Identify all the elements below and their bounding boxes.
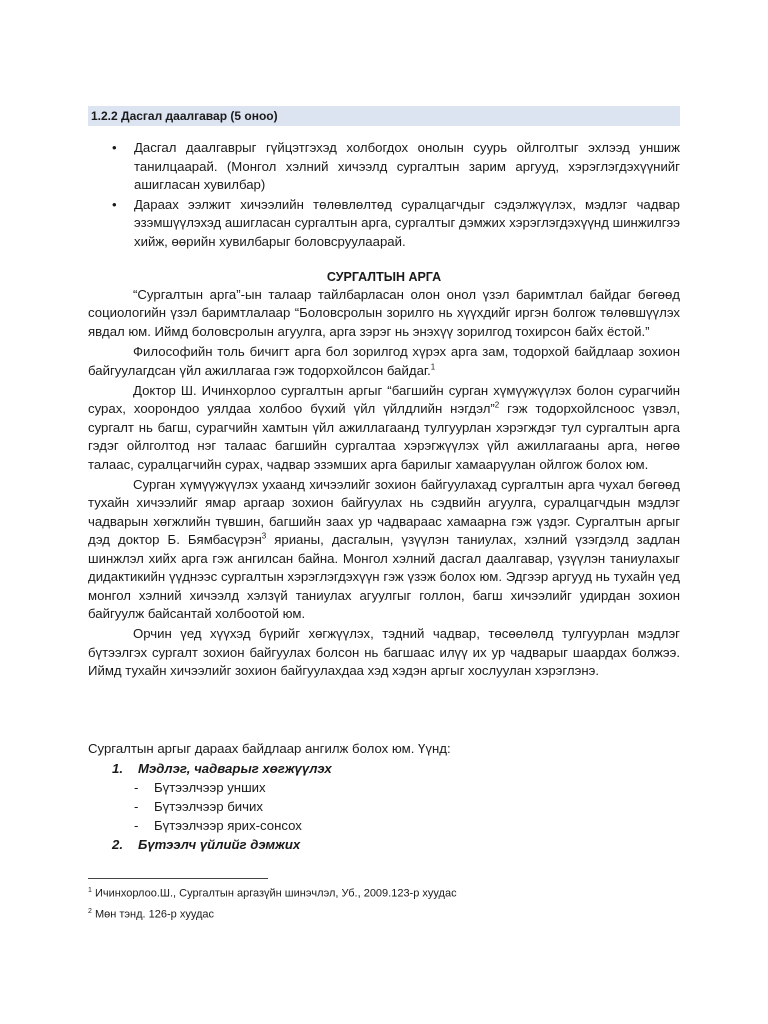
dash-icon: -	[134, 799, 139, 814]
sub-list-item: - Бүтээлчээр ярих-сонсох	[134, 818, 302, 833]
numbered-item	[108, 835, 668, 854]
item-number: 1.	[112, 761, 123, 776]
paragraph: Орчин үед хүүхэд бүрийг хөгжүүлэх, тэдний чадвар, төсөөлөлд тулгуурлан мэдлэг бүтээлгэх сургалт зохион байгуулах болсон нь багшаас илүү их ур чадварыг шаардах болжээ. Иймд тухайн хичээлийг зохион байгуулахдаа хэд хэдэн аргыг хослуулан хэрэглэнэ.	[88, 626, 680, 679]
bullet-icon: •	[112, 140, 117, 155]
sub-list-item: - Бүтээлчээр унших	[134, 780, 266, 795]
bullet-icon: •	[112, 196, 117, 212]
classification-intro: Сургалтын аргыг дараах байдлаар ангилж болох юм. Үүнд:	[88, 741, 451, 756]
list-item	[108, 139, 680, 195]
sub-list	[108, 778, 668, 835]
section-heading: 1.2.2 Дасгал даалгавар (5 оноо)	[88, 106, 680, 126]
item-title: Бүтээлч үйлийг дэмжих	[138, 837, 301, 852]
numbered-list	[108, 759, 668, 854]
paragraph: “Сургалтын арга”-ын талаар тайлбарласан олон онол үзэл баримтлал байдаг бөгөөд социологийн үзэл баримтлалаар “Боловсролын зорилго нь хүүхдийг иргэн болгож төлөвшүүлэх явдал юм. Иймд боловсролын агуулга, арга зэрэг нь энэхүү зорилгод тохирсон байх ёстой.”	[88, 287, 680, 339]
footnote-ref[interactable]: 3	[261, 531, 267, 541]
footnote: $^1$ Ичинхорлоо.Ш., Сургалтын аргазүйн шинэчлэл, Уб., 2009.123-р хуудас	[88, 887, 457, 900]
footnote-mark: 2	[88, 907, 92, 915]
list-item	[108, 196, 680, 252]
footnote-ref[interactable]: 2	[494, 401, 500, 411]
paragraph: Сурган хүмүүжүүлэх ухаанд хичээлийг зохион байгуулахад сургалтын арга чухал бөгөөд тухайн хичээлийг ямар аргаар зохион байгуулах нь сэдвийн агуулга, суралцагчдын мэдлэг чадварын хөгжлийн түвшин, багшийн заах ур чадвараас хамаарна гэж үздэг. Сургалтын аргыг дэд доктор Б. Бямбасүрэн$^3$ ярианы, дасгалын, үзүүлэн таниулах, хэлний үзэгдэлд задлан шинжлэл хийх арга гэж ангилсан байна. Монгол хэлний дасгал даалгавар, үзүүлэн таниулахыг дидактикийн үүднээс сургалтын хэрэглэгдэхүүн гэж үзэж болох юм. Эдгээр аргууд нь тухайн үед монгол хэлний хичээлд хэлзүй таниулах агуулгыг голлон, багш хичээлийг удирдан зохион байгуулж байсантай холбоотой юм.	[88, 477, 680, 621]
dash-icon: -	[134, 780, 139, 795]
dash-icon: -	[134, 818, 139, 833]
footnote-ref[interactable]: 1	[430, 362, 436, 372]
body-text	[88, 286, 680, 683]
section-title: СУРГАЛТЫН АРГА	[326, 270, 442, 284]
paragraph: Философийн толь бичигт арга бол зорилгод хүрэх арга зам, тодорхой байдлаар зохион байгуулагдсан үйл ажиллагаа гэж тодорхойлсон байдаг.$^1$	[88, 344, 680, 378]
sub-list-item: - Бүтээлчээр бичих	[134, 799, 263, 814]
numbered-item	[108, 759, 668, 778]
footnote-mark: 1	[88, 887, 92, 894]
item-title: Мэдлэг, чадварыг хөгжүүлэх	[138, 761, 332, 776]
footnotes	[88, 882, 680, 923]
item-number: 2.	[112, 837, 123, 852]
paragraph: Доктор Ш. Ичинхорлоо сургалтын аргыг “багшийн сурган хүмүүжүүлэх болон сурагчийн сурах, хоорондоо уялдаа холбоо бүхий үйл үйлдлийн нэгдэл”$^2$ гэж тодорхойлсноос үзвэл, сургалт нь багш, сурагчийн хамтын үйл ажиллагаанд тулгуурлан хэрэгждэг тул сургалтын арга гэдэг ойлголтод нэг талаас багшийн сургалтаа хэрэгжүүлэх үйл ажиллагааны арга, нөгөө талаас, суралцагчийн сурах, чадвар эзэмших арга барилыг хамаарүулан ойлгож болох юм.	[88, 383, 680, 472]
footnote: $^2$ Мөн тэнд. 126-р хуудас	[88, 907, 214, 921]
list-item-text: Дасгал даалгаврыг гүйцэтгэхэд холбогдох онолын суурь ойлголтыг эхлээд уншиж танилцаарай. (Монгол хэлний хичээлд сургалтын зарим аргууд, хэрэглэгдэхүүнийг ашигласан хувилбар)	[134, 140, 680, 192]
footnote-divider	[88, 878, 268, 879]
instruction-list	[108, 139, 680, 252]
list-item-text: Дараах ээлжит хичээлийн төлөвлөлтөд суралцагчдыг сэдэлжүүлэх, мэдлэг чадвар эзэмшүүлэхэд ашигласан сургалтын арга, сургалтыг дэмжих хэрэглэгдэхүүнд шинжилгээ хийж, өөрийн хувилбарыг боловсруулаарай.	[134, 196, 680, 249]
